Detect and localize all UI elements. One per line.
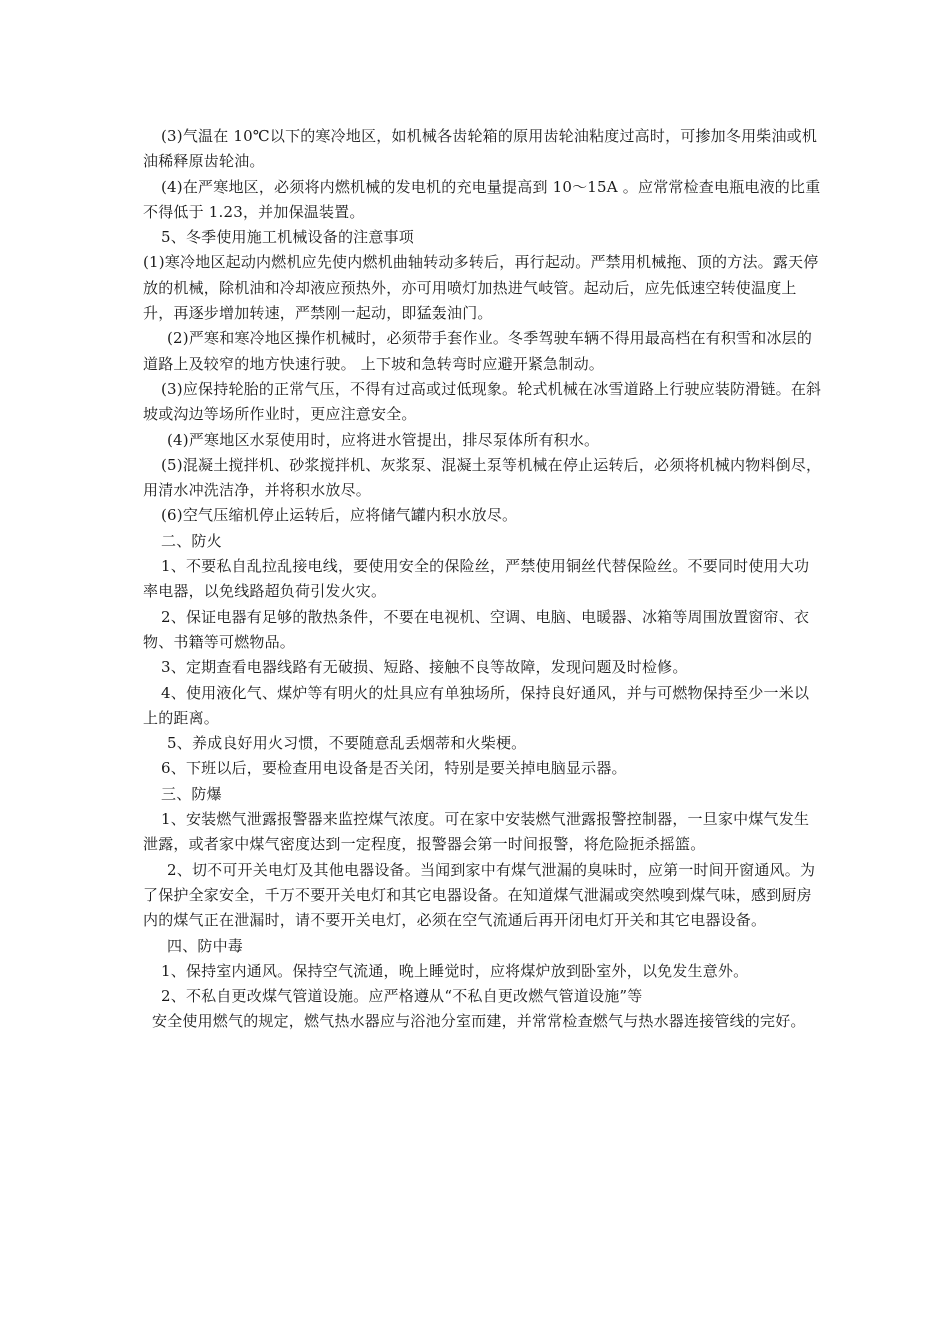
paragraph-fire-after-work: 6、下班以后，要检查用电设备是否关闭，特别是要关掉电脑显示器。 <box>161 759 627 778</box>
paragraph-fire-wiring: 1、不要私自乱拉乱接电线，要使用安全的保险丝，严禁使用铜丝代替保险丝。不要同时使用大功率电器，以免线路超负荷引发火灾。 <box>143 557 810 601</box>
paragraph-tire-pressure: (3)应保持轮胎的正常气压，不得有过高或过低现象。轮式机械在冰雪道路上行驶应装防滑链。在斜坡或沟边等场所作业时，更应注意安全。 <box>143 379 822 424</box>
paragraph-engine-start: (1)寒冷地区起动内燃机应先使内燃机曲轴转动多转后，再行起动。严禁用机械拖、顶的方法。露天停放的机械，除机油和冷却液应预热外，亦可用喷灯加热进气岐管。起动后，应先低速空转使温度上升，再逐步增加转速，严禁刚一起动，即猛轰油门。 <box>143 253 819 323</box>
paragraph-mixer-cleaning: (5)混凝土搅拌机、砂浆搅拌机、灰浆泵、混凝土泵等机械在停止运转后，必须将机械内物料倒尽，用清水冲洗洁净，并将积水放尽。 <box>143 455 822 500</box>
paragraph-gas-pipeline: 2、不私自更改煤气管道设施。应严格遵从“不私自更改燃气管道设施”等 <box>161 987 643 1006</box>
paragraph-gas-leak-switches: 2、切不可开关电灯及其他电器设备。当闻到家中有煤气泄漏的臭味时，应第一时间开窗通风。为了保护全家安全，千万不要开关电灯和其它电器设备。在知道煤气泄漏或突然嗅到煤气味，感到厨房内的煤气正在泄漏时，请不要开关电灯，必须在空气流通后再开闭电灯开关和其它电器设备。 <box>143 860 816 930</box>
paragraph-winter-gear-oil: (3)气温在 10℃以下的寒冷地区，如机械各齿轮箱的原用齿轮油粘度过高时，可掺加冬用柴油或机油稀释原齿轮油。 <box>143 127 818 171</box>
paragraph-gas-alarm: 1、安装燃气泄露报警器来监控煤气浓度。可在家中安装燃气泄露报警控制器，一旦家中煤气发生泄露，或者家中煤气密度达到一定程度，报警器会第一时间报警，将危险扼杀摇篮。 <box>143 810 810 854</box>
paragraph-water-pump: (4)严寒地区水泵使用时，应将进水管提出，排尽泵体所有积水。 <box>167 430 600 449</box>
paragraph-fire-gas-stove: 4、使用液化气、煤炉等有明火的灶具应有单独场所，保持良好通风，并与可燃物保持至少一米以上的距离。 <box>143 683 810 727</box>
paragraph-gloves-driving: (2)严寒和寒冷地区操作机械时，必须带手套作业。冬季驾驶车辆不得用最高档在有积雪和冰层的道路上及较窄的地方快速行驶。 上下坡和急转弯时应避开紧急制动。 <box>143 329 813 373</box>
section-heading-fire-prevention: 二、防火 <box>161 531 222 550</box>
paragraph-fire-ventilation: 2、保证电器有足够的散热条件，不要在电视机、空调、电脑、电暖器、冰箱等周围放置窗帘、衣物、书籍等可燃物品。 <box>143 607 810 651</box>
paragraph-battery-charge: (4)在严寒地区，必须将内燃机械的发电机的充电量提高到 10～15A 。应常常检查电瓶电液的比重不得低于 1.23，并加保温装置。 <box>143 177 821 221</box>
document-body <box>143 124 823 1035</box>
section-heading-winter-machinery: 5、冬季使用施工机械设备的注意事项 <box>161 228 414 247</box>
paragraph-fire-habits: 5、养成良好用火习惯，不要随意乱丢烟蒂和火柴梗。 <box>167 734 527 753</box>
paragraph-indoor-ventilation: 1、保持室内通风。保持空气流通，晚上睡觉时，应将煤炉放到卧室外，以免发生意外。 <box>161 961 749 980</box>
paragraph-gas-safety-rules: 安全使用燃气的规定，燃气热水器应与浴池分室而建，并常常检查燃气与热水器连接管线的完好。 <box>152 1012 806 1031</box>
section-heading-explosion-prevention: 三、防爆 <box>161 784 222 803</box>
paragraph-air-compressor: (6)空气压缩机停止运转后，应将储气罐内积水放尽。 <box>161 506 518 525</box>
section-heading-poisoning-prevention: 四、防中毒 <box>167 936 244 955</box>
paragraph-fire-inspection: 3、定期查看电器线路有无破损、短路、接触不良等故障，发现问题及时检修。 <box>161 658 688 677</box>
